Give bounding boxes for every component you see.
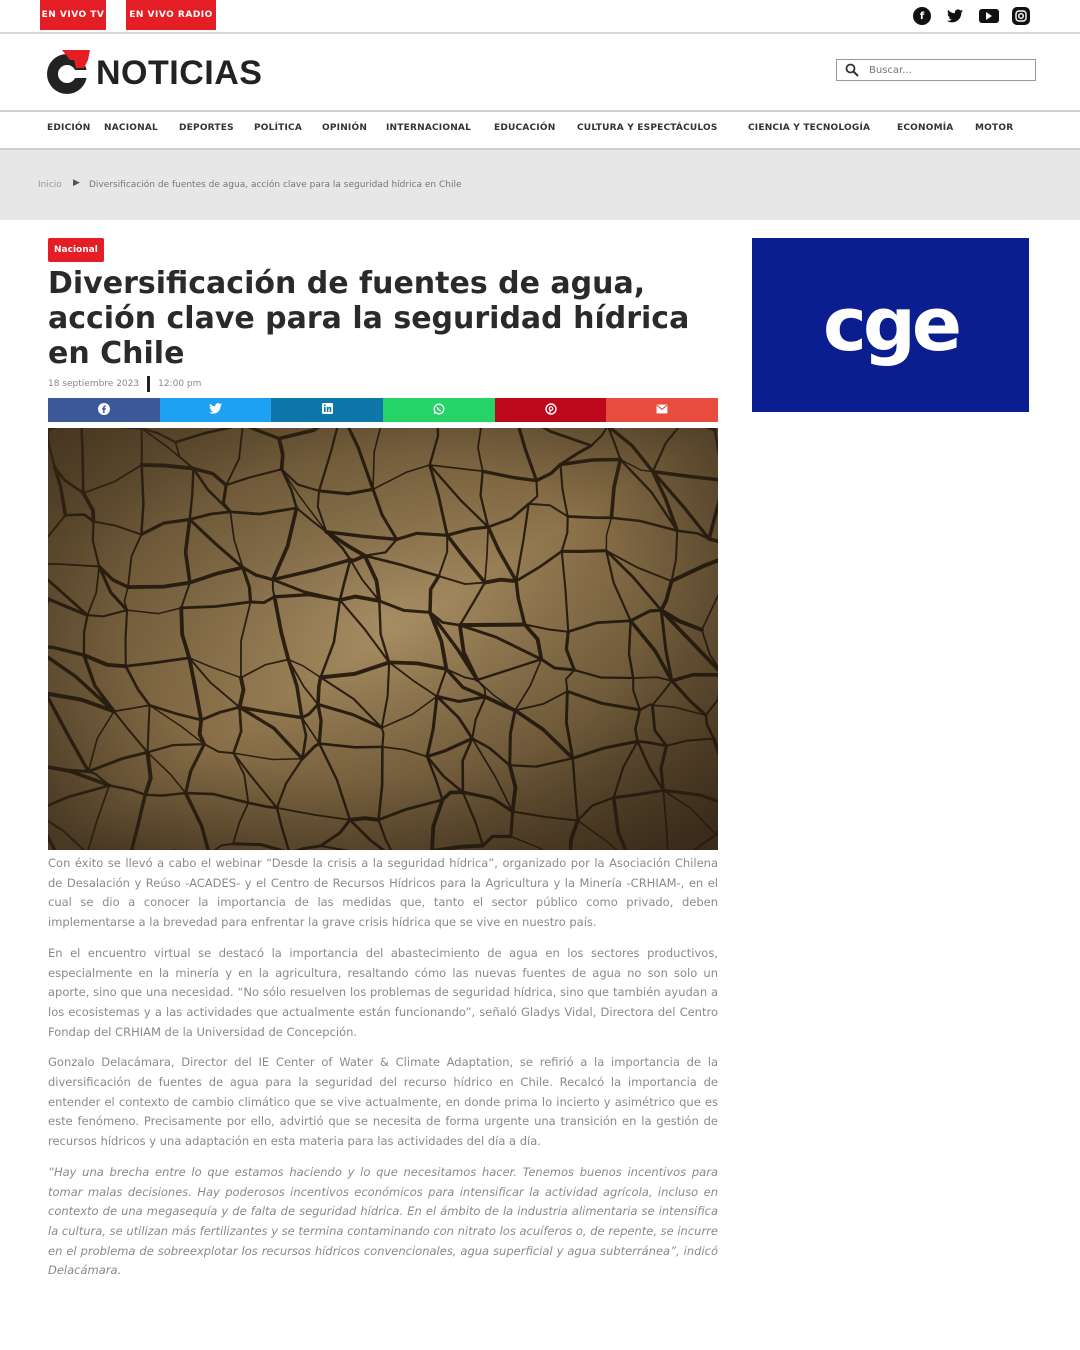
article-meta xyxy=(48,376,201,392)
nav-item-deportes[interactable]: DEPORTES xyxy=(179,123,234,133)
article-paragraph: Gonzalo Delacámara, Director del IE Center of Water & Climate Adaptation, se refirió a la importancia de la diversificación de fuentes de agua para la seguridad del recurso hídrico en Chile. Recalcó la importancia de entender el contexto de cambio climático que se vive actualmente, en donde prima lo incierto y asimétrico que es este fenómeno. Precisamente por ello, advirtió que se necesita de forma urgente una transición en la gestión de recursos hídricos y una adaptación en esta materia para las actividades del día a día. xyxy=(48,1055,718,1149)
article-paragraph-quote: “Hay una brecha entre lo que estamos haciendo y lo que necesitamos hacer. Tenemos buenos incentivos para tomar malas decisiones. Hay poderosos incentivos económicos para intensificar la actividad agrícola, incluso en contexto de una megasequía y de falta de seguridad hídrica. En el ámbito de la industria alimentaria se intensifica la cultura, se utilizan más fertilizantes y se termina contaminando con nitrato los acuíferos o, de repente, se incurre en el problema de sobreexplotar los recursos hídricos convencionales, agua superficial y agua subterránea”, indicó Delacámara. xyxy=(48,1164,718,1278)
article-paragraph: En el encuentro virtual se destacó la importancia del abastecimiento de agua en los sectores productivos, especialmente en la minería y en la agricultura, resaltando cómo las nuevas fuentes de agua no son solo un aporte, sino que una necesidad. “No sólo resuelven los problemas de seguridad hídrica, sino que también ayudan a los ecosistemas y a las actividades que actualmente están funcionando”, señaló Gladys Vidal, Directora del Centro Fondap del CRHIAM de la Universidad de Concepción. xyxy=(48,945,718,1039)
linkedin-icon xyxy=(322,403,333,417)
nav-item-motor[interactable]: MOTOR xyxy=(975,123,1014,133)
facebook-icon[interactable]: f xyxy=(913,7,931,25)
search-icon[interactable] xyxy=(845,62,861,78)
article-title: Diversificación de fuentes de agua, acción clave para la seguridad hídrica en Chile xyxy=(48,266,690,371)
ad-brand-logo: cge xyxy=(822,282,959,368)
top-bar xyxy=(0,0,1080,34)
whatsapp-icon xyxy=(433,403,445,418)
live-tv-button[interactable]: EN VIVO TV xyxy=(40,0,106,30)
share-linkedin-button[interactable] xyxy=(271,398,383,422)
logo-text[interactable]: NOTICIAS xyxy=(96,54,263,92)
share-whatsapp-button[interactable] xyxy=(383,398,495,422)
share-bar xyxy=(48,398,718,422)
article-time: 12:00 pm xyxy=(158,379,202,389)
breadcrumb xyxy=(0,150,1080,220)
breadcrumb-home[interactable]: Inicio xyxy=(38,180,62,190)
live-radio-button[interactable]: EN VIVO RADIO xyxy=(126,0,216,30)
advertisement-banner[interactable] xyxy=(752,238,1029,412)
breadcrumb-current: Diversificación de fuentes de agua, acción clave para la seguridad hídrica en Chile xyxy=(89,180,462,190)
nav-item-economia[interactable]: ECONOMÍA xyxy=(897,123,954,133)
category-badge[interactable]: Nacional xyxy=(48,238,104,262)
main-nav xyxy=(0,112,1080,150)
twitter-icon xyxy=(209,403,222,417)
meta-divider xyxy=(147,376,150,392)
search-input[interactable] xyxy=(867,64,1031,77)
instagram-icon[interactable] xyxy=(1012,7,1030,25)
twitter-icon[interactable] xyxy=(946,7,964,25)
youtube-icon[interactable] xyxy=(979,9,999,23)
nav-item-edicion[interactable]: EDICIÓN xyxy=(47,123,91,133)
nav-item-ciencia[interactable]: CIENCIA Y TECNOLOGÍA xyxy=(748,123,871,133)
nav-item-opinion[interactable]: OPINIÓN xyxy=(322,123,368,133)
email-icon xyxy=(656,404,668,417)
search-box[interactable] xyxy=(836,59,1036,81)
share-twitter-button[interactable] xyxy=(160,398,272,422)
article-hero-image xyxy=(48,428,718,850)
cracked-earth-image xyxy=(48,428,718,850)
nav-item-politica[interactable]: POLÍTICA xyxy=(254,123,302,133)
nav-item-nacional[interactable]: NACIONAL xyxy=(104,123,158,133)
nav-item-educacion[interactable]: EDUCACIÓN xyxy=(494,123,556,133)
article-body xyxy=(48,854,718,1292)
share-facebook-button[interactable] xyxy=(48,398,160,422)
pinterest-icon xyxy=(545,403,557,418)
article-paragraph: Con éxito se llevó a cabo el webinar “Desde la crisis a la seguridad hídrica”, organizado por la Asociación Chilena de Desalación y Reúso -ACADES- y el Centro de Recursos Hídricos para la Agricultura y la Minería -CRHIAM-, en el cual se dio a conocer la importancia de las medidas que, tanto el sector público como privado, deben implementarse a la brevedad para enfrentar la grave crisis hídrica que se vive en nuestro país. xyxy=(48,856,718,930)
share-email-button[interactable] xyxy=(606,398,718,422)
logo-icon[interactable] xyxy=(44,46,94,96)
nav-item-cultura[interactable]: CULTURA Y ESPECTÁCULOS xyxy=(577,123,718,133)
nav-item-internacional[interactable]: INTERNACIONAL xyxy=(386,123,472,133)
facebook-icon xyxy=(98,403,110,418)
site-header xyxy=(0,34,1080,112)
breadcrumb-separator-icon: ▶ xyxy=(73,178,80,188)
article-date: 18 septiembre 2023 xyxy=(48,379,140,389)
share-pinterest-button[interactable] xyxy=(495,398,607,422)
